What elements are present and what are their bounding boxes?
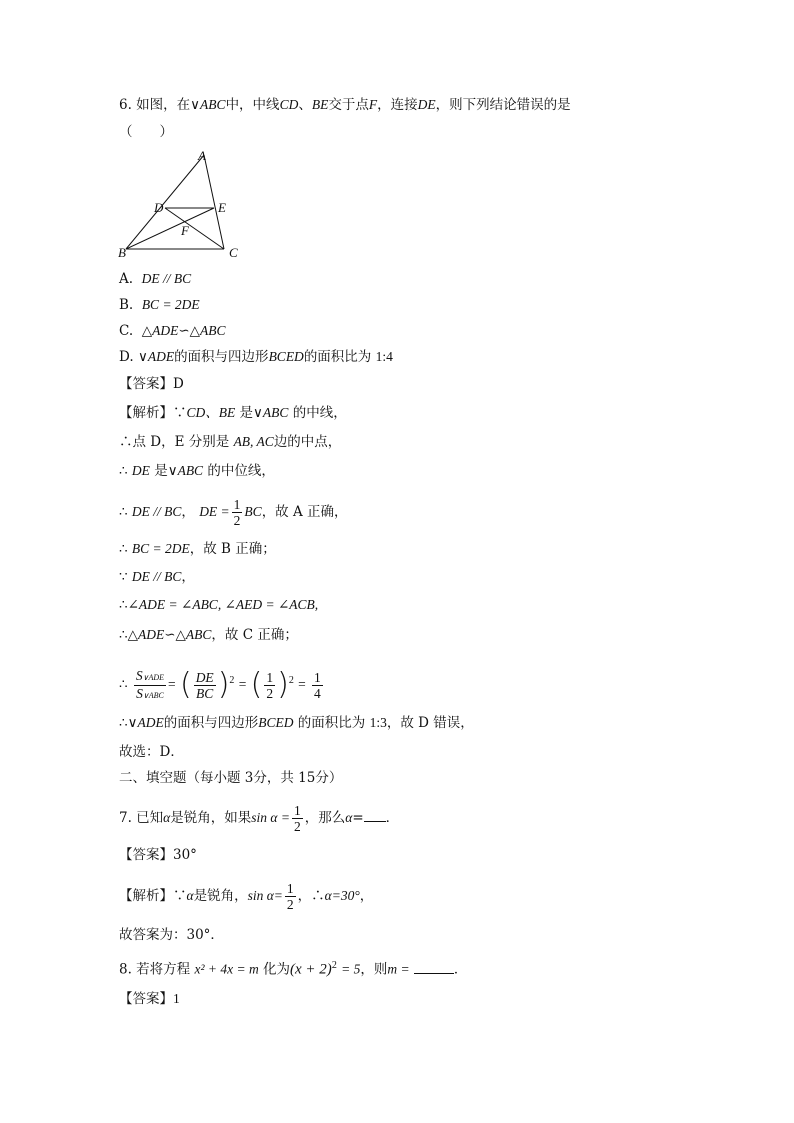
area-symbol: S [135, 667, 143, 683]
option-d [119, 348, 393, 366]
q7-text: 是锐角，如果 [170, 810, 252, 826]
math-text: DE [131, 463, 150, 478]
equation: = 5 [341, 961, 361, 977]
q8-text: 化为 [263, 961, 291, 978]
equals-sign: = [238, 676, 247, 692]
option-c-label: C. [119, 323, 134, 339]
q6-stem [119, 96, 571, 114]
q7-stem [119, 801, 399, 835]
analysis-text: ， [181, 504, 195, 520]
q7-text: = [352, 810, 364, 826]
option-d-text: ∨ADE [137, 349, 175, 364]
math-text: ∨ADE [127, 715, 164, 730]
denominator: 2 [286, 897, 294, 912]
analysis-text: ， [181, 569, 195, 585]
math-text: DE // BC [131, 504, 182, 519]
q7-text: 7. 已知 [119, 810, 164, 826]
triangle-figure [112, 145, 252, 263]
median-cd: CD [279, 97, 299, 112]
math-text: BC = 2DE [131, 541, 190, 556]
analysis-text: ，故 D 错误， [386, 715, 474, 731]
q6-stem-text: 交于点 [328, 97, 369, 113]
therefore-symbol: ∴ [119, 463, 128, 479]
q7-final-answer: 故答案为：30°． [119, 927, 224, 943]
q6-analysis-line-1 [119, 404, 347, 422]
numerator: 1 [314, 669, 321, 685]
option-d-text: 的面积与四边形 [174, 349, 269, 365]
option-b-label: B. [119, 297, 134, 313]
math-text: DE // BC [131, 569, 182, 584]
because-symbol: ∵ [173, 888, 187, 904]
median-be: BE [311, 97, 329, 112]
label-d: D [154, 200, 164, 215]
area-ratio-fraction [134, 668, 166, 703]
numerator: 1 [233, 497, 241, 512]
sine-expression: sin α= [247, 888, 283, 903]
section-title: 二、填空题（每小题 3分，共 15分） [119, 770, 343, 786]
answer-value: 1 [173, 991, 180, 1006]
side-ab [126, 155, 204, 249]
math-text: CD、BE [186, 405, 236, 420]
denominator: 2 [293, 819, 301, 834]
equation: x² + 4x = m [194, 961, 259, 977]
q6-analysis-line-8 [119, 626, 298, 644]
left-paren: ( [250, 667, 263, 702]
fraction-one-half [264, 670, 275, 701]
option-a-label: A. [119, 271, 134, 287]
answer-value: D [173, 376, 184, 392]
math-text: α=30° [324, 888, 360, 903]
q8-stem [119, 957, 467, 979]
answer-value: 30° [173, 847, 197, 863]
math-text: ∨ABC [167, 463, 204, 478]
right-paren: ) [277, 667, 289, 702]
therefore-symbol: ∴ [119, 627, 128, 643]
analysis-text: 是 [239, 405, 254, 421]
fraction-de-bc [194, 670, 216, 701]
numerator: 1 [293, 803, 301, 818]
denominator: 4 [314, 685, 321, 701]
option-b-text: BC = 2DE [141, 297, 200, 312]
q6-analysis-line-3 [119, 462, 275, 480]
answer-label: 【答案】 [119, 376, 173, 392]
q6-stem-text: ，连接 [377, 97, 418, 113]
fraction-one-half [285, 881, 296, 912]
answer-label: 【答案】 [119, 847, 173, 863]
sine-expression: sin α = [251, 810, 290, 825]
q6-analysis-line-2 [119, 433, 341, 451]
point-f: F [368, 97, 378, 112]
analysis-text: ，故 B 正确； [189, 541, 276, 557]
q6-stem-text: ，则下列结论错误的是 [435, 97, 571, 113]
q8-text: 8. 若将方程 [119, 961, 191, 978]
analysis-label: 【解析】 [119, 405, 173, 421]
because-symbol: ∵ [119, 569, 128, 585]
median-be-line [126, 208, 214, 249]
segment-de: DE [417, 97, 436, 112]
equation: (x + 2) [290, 961, 332, 978]
q8-text: ，则 [360, 961, 388, 978]
q6-stem-text: 6. 如图，在 [119, 97, 191, 113]
q6-analysis-line-5 [119, 540, 276, 558]
therefore-symbol: ∴ [119, 676, 128, 693]
analysis-text: ，故 A 正确， [261, 504, 348, 520]
analysis-text: 的面积比为 [297, 715, 366, 731]
therefore-symbol: ∴ [119, 597, 128, 613]
subscript: ∨ADE [142, 672, 165, 682]
q7-answer [119, 846, 197, 864]
option-d-text: 1:4 [375, 349, 393, 364]
answer-blank[interactable] [364, 807, 386, 822]
right-paren: ) [217, 667, 230, 702]
alpha-symbol: α [163, 810, 171, 825]
analysis-text: 边的中点， [273, 434, 342, 450]
q6-bracket: （ ） [119, 124, 173, 140]
option-c-text: △ADE∽△ABC [141, 323, 226, 338]
q7-analysis [119, 879, 373, 913]
exponent: 2 [288, 675, 294, 686]
math-text: BC [244, 504, 262, 519]
numerator: 1 [266, 669, 274, 685]
analysis-text: 的中线， [292, 405, 347, 421]
label-f: F [181, 223, 189, 238]
q6-final-choice: 故选：D． [119, 744, 184, 760]
math-text: DE = [199, 504, 230, 519]
q6-analysis-line-10 [119, 714, 474, 732]
q8-text: ． [453, 961, 468, 978]
analysis-text: ∴点 D，E 分别是 [119, 434, 230, 450]
option-a [119, 270, 191, 288]
denominator: 2 [266, 685, 274, 701]
math-text: ∠ADE = ∠ABC, ∠AED = ∠ACB, [127, 597, 319, 612]
q6-analysis-line-7 [119, 596, 318, 614]
label-e: E [218, 200, 226, 215]
analysis-text: 的中位线， [207, 463, 275, 479]
option-c [119, 322, 226, 340]
fraction-one-half [232, 497, 243, 528]
equals-sign: = [298, 676, 306, 692]
math-text: ∨ABC [253, 405, 289, 420]
math-text: AB, AC [233, 434, 274, 449]
therefore-symbol: ∴ [119, 504, 128, 520]
math-text: 1:3 [369, 715, 387, 730]
q8-answer [119, 990, 180, 1008]
analysis-label: 【解析】 [119, 888, 173, 904]
equals-sign: = [168, 676, 176, 692]
q6-analysis-line-6 [119, 568, 195, 586]
numerator: DE [195, 669, 214, 685]
therefore-symbol: ∴ [119, 541, 128, 557]
because-symbol: ∵ [173, 405, 187, 421]
alpha-symbol: α [186, 888, 194, 903]
option-d-text: BCED [268, 349, 304, 364]
fraction-one-quarter [312, 670, 323, 701]
q7-text: ． [385, 810, 400, 826]
q6-stem-text: 、 [298, 97, 312, 113]
exponent: 2 [229, 675, 235, 686]
option-a-text: DE // BC [141, 271, 192, 286]
math-text: BCED [258, 715, 294, 730]
analysis-text: 是锐角， [193, 888, 248, 904]
triangle-abc: ∨ABC [190, 97, 226, 112]
exponent: 2 [331, 960, 337, 971]
analysis-text: 的面积与四边形 [163, 715, 259, 731]
subscript: ∨ABC [142, 690, 164, 700]
option-d-text: 的面积比为 [303, 349, 372, 365]
analysis-text: ， [359, 888, 374, 904]
math-text: m = [387, 961, 410, 977]
numerator: 1 [286, 881, 294, 896]
left-paren: ( [179, 667, 192, 702]
answer-label: 【答案】 [119, 991, 173, 1007]
analysis-text: 是 [154, 463, 168, 479]
math-text: △ADE∽△ABC [127, 627, 212, 642]
therefore-symbol: ∴ [119, 715, 128, 731]
analysis-text: ，∴ [297, 888, 325, 904]
option-b [119, 296, 200, 314]
label-b: B [118, 245, 126, 260]
label-a: A [198, 148, 206, 163]
q6-stem-text: 中，中线 [225, 97, 280, 113]
q6-analysis-line-9 [119, 659, 325, 707]
alpha-symbol: α [345, 810, 353, 825]
fraction-one-half [292, 803, 303, 834]
label-c: C [229, 245, 238, 260]
q6-answer [119, 375, 184, 393]
denominator: 2 [233, 513, 241, 528]
area-symbol: S [136, 685, 143, 701]
analysis-text: ，故 C 正确； [211, 627, 298, 643]
answer-blank[interactable] [414, 959, 454, 974]
median-cd-line [165, 208, 224, 249]
q6-analysis-line-4 [119, 495, 348, 529]
denominator: BC [196, 685, 214, 701]
option-d-label: D. [119, 349, 134, 365]
q7-text: ，那么 [304, 810, 346, 826]
